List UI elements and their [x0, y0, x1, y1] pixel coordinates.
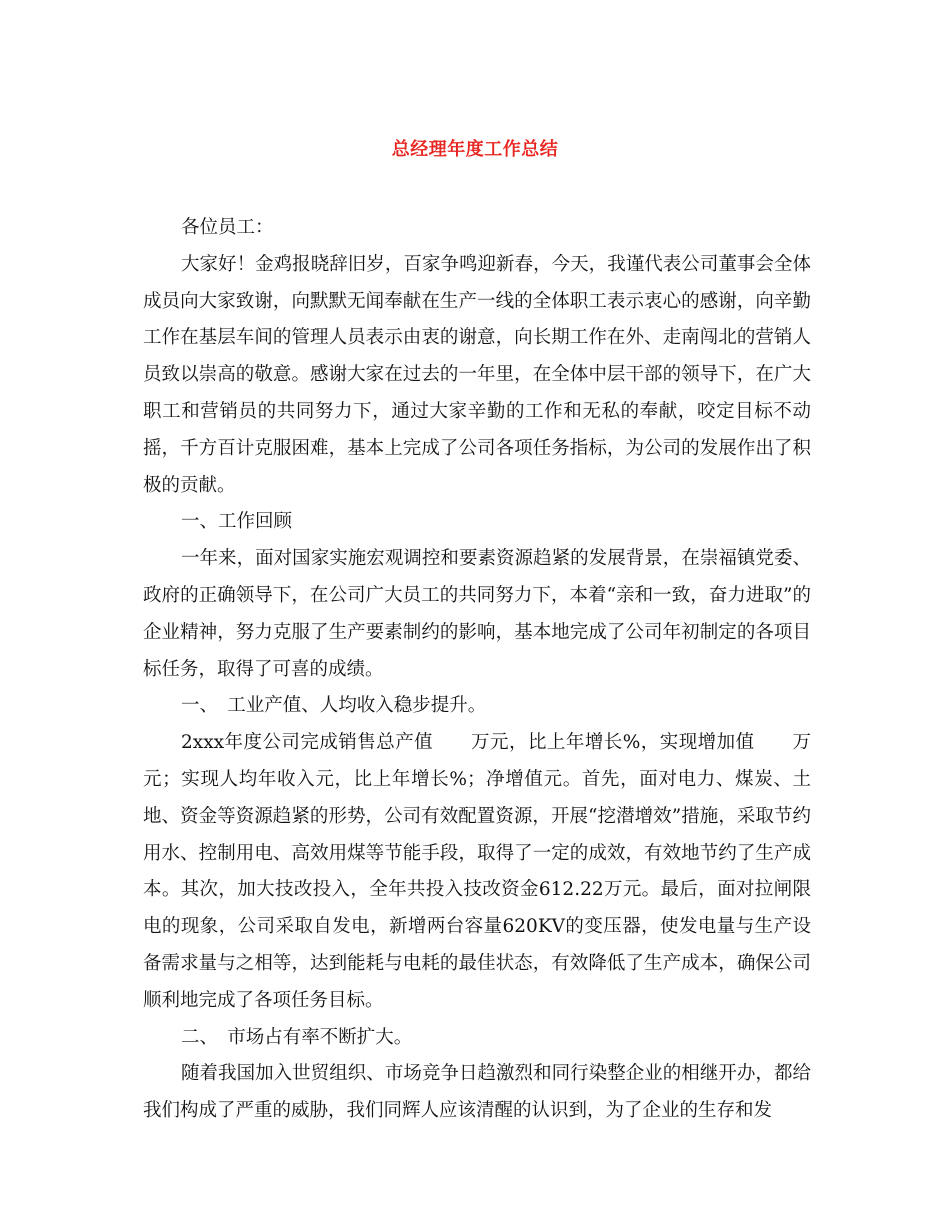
document-title: 总经理年度工作总结 [391, 139, 559, 160]
market-paragraph: 随着我国加入世贸组织、市场竞争日趋激烈和同行染整企业的相继开办，都给我们构成了严重的威胁，我们同辉人应该清醒的认识到，为了企业的生存和发 [143, 1063, 811, 1122]
document-body [143, 210, 811, 1130]
salutation-paragraph: 各位员工： [181, 217, 274, 238]
section-heading-work-review: 一、工作回顾 [181, 511, 293, 533]
review-paragraph: 一年来，面对国家实施宏观调控和要素资源趋紧的发展背景，在崇福镇党委、政府的正确领导下，在公司广大员工的共同努力下，本着“亲和一致，奋力进取”的企业精神，努力克服了生产要素制约的影响，基本地完成了公司年初制定的各项目标任务，取得了可喜的成绩。 [143, 548, 811, 680]
subheading-market-share: 二、 市场占有率不断扩大。 [181, 1026, 413, 1048]
output-income-paragraph: 2xxx年度公司完成销售总产值 万元，比上年增长%，实现增加值 万元；实现人均年收入元，比上年增长%；净增值元。首先，面对电力、煤炭、土地、资金等资源趋紧的形势，公司有效配置资源，开展“挖潜增效”措施，采取节约用水、控制用电、高效用煤等节能手段，取得了一定的成效，有效地节约了生产成本。其次，加大技改投入，全年共投入技改资金612.22万元。最后，面对拉闸限电的现象，公司采取自发电，新增两台容量620KV的变压器，使发电量与生产设备需求量与之相等，达到能耗与电耗的最佳状态，有效降低了生产成本，确保公司顺利地完成了各项任务目标。 [143, 732, 811, 1011]
subheading-output-income: 一、 工业产值、人均收入稳步提升。 [181, 695, 487, 717]
greeting-paragraph: 大家好！金鸡报晓辞旧岁，百家争鸣迎新春，今天，我谨代表公司董事会全体成员向大家致谢，向默默无闻奉献在生产一线的全体职工表示衷心的感谢，向辛勤工作在基层车间的管理人员表示由衷的谢意，向长期工作在外、走南闯北的营销人员致以崇高的敬意。感谢大家在过去的一年里，在全体中层干部的领导下，在广大职工和营销员的共同努力下，通过大家辛勤的工作和无私的奉献，咬定目标不动摇，千方百计克服困难，基本上完成了公司各项任务指标，为公司的发展作出了积极的贡献。 [143, 253, 811, 496]
